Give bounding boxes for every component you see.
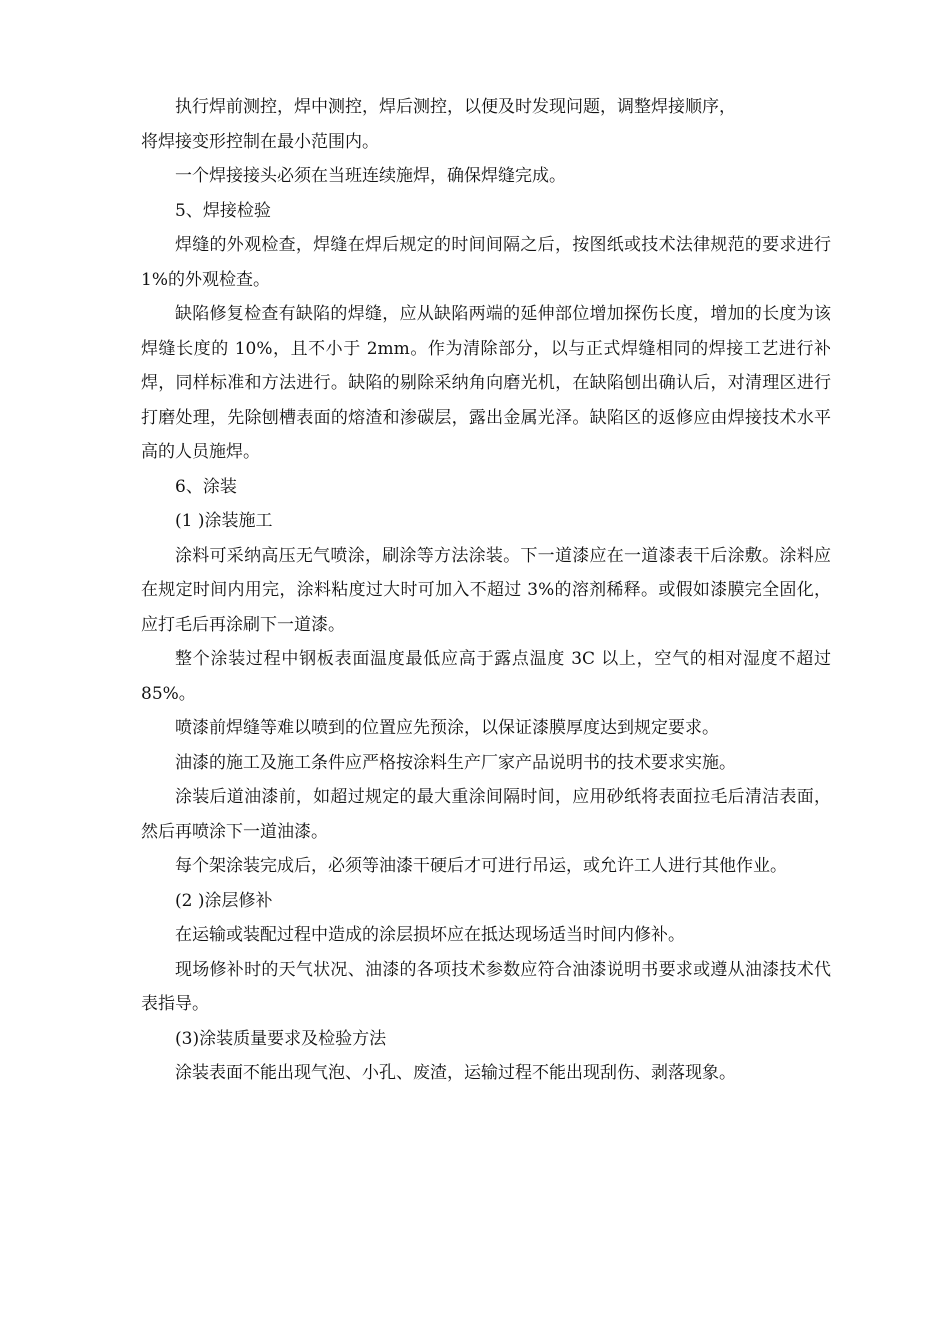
document-body [141, 90, 831, 1091]
subsection-heading-coating-construction: (1 )涂装施工 [175, 511, 273, 531]
subsection-heading-quality-inspection: (3)涂装质量要求及检验方法 [175, 1028, 387, 1049]
paragraph: 执行焊前测控，焊中测控，焊后测控，以便及时发现问题，调整焊接顺序， [175, 97, 736, 117]
paragraph: 喷漆前焊缝等难以喷到的位置应先预涂，以保证漆膜厚度达到规定要求。 [175, 718, 719, 738]
paragraph: 现场修补时的天气状况、油漆的各项技术参数应符合油漆说明书要求或遵从油漆技术代表指导。 [141, 959, 831, 1014]
paragraph: 在运输或装配过程中造成的涂层损坏应在抵达现场适当时间内修补。 [175, 925, 685, 945]
paragraph: 一个焊接接头必须在当班连续施焊，确保焊缝完成。 [175, 166, 566, 186]
paragraph: 涂料可采纳高压无气喷涂，刷涂等方法涂装。下一道漆应在一道漆表干后涂敷。涂料应在规定时间内用完，涂料粘度过大时可加入不超过 3%的溶剂稀释。或假如漆膜完全固化，应打毛后再涂刷下一道漆。 [141, 545, 831, 635]
paragraph: 缺陷修复检查有缺陷的焊缝，应从缺陷两端的延伸部位增加探伤长度，增加的长度为该焊缝长度的 10%，且不小于 2mm。作为清除部分，以与正式焊缝相同的焊接工艺进行补焊，同样标准和方法进行。缺陷的剔除采纳角向磨光机，在缺陷刨出确认后，对清理区进行打磨处理，先除刨槽表面的熔渣和渗碳层，露出金属光泽。缺陷区的返修应由焊接技术水平高的人员施焊。 [141, 304, 831, 462]
paragraph: 油漆的施工及施工条件应严格按涂料生产厂家产品说明书的技术要求实施。 [175, 752, 736, 773]
section-heading-welding-inspection: 5、焊接检验 [175, 200, 271, 221]
paragraph: 涂装表面不能出现气泡、小孔、废渣，运输过程不能出现刮伤、剥落现象。 [175, 1063, 736, 1083]
paragraph: 涂装后道油漆前，如超过规定的最大重涂间隔时间，应用砂纸将表面拉毛后清洁表面，然后再喷涂下一道油漆。 [141, 787, 831, 842]
paragraph: 将焊接变形控制在最小范围内。 [141, 131, 379, 152]
section-heading-coating: 6、涂装 [175, 476, 237, 497]
paragraph: 每个架涂装完成后，必须等油漆干硬后才可进行吊运，或允许工人进行其他作业。 [175, 856, 787, 876]
subsection-heading-coating-repair: (2 )涂层修补 [175, 890, 273, 911]
paragraph: 整个涂装过程中钢板表面温度最低应高于露点温度 3C 以上，空气的相对湿度不超过 85%。 [141, 649, 831, 704]
paragraph: 焊缝的外观检查，焊缝在焊后规定的时间间隔之后，按图纸或技术法律规范的要求进行 1%的外观检查。 [141, 235, 831, 290]
